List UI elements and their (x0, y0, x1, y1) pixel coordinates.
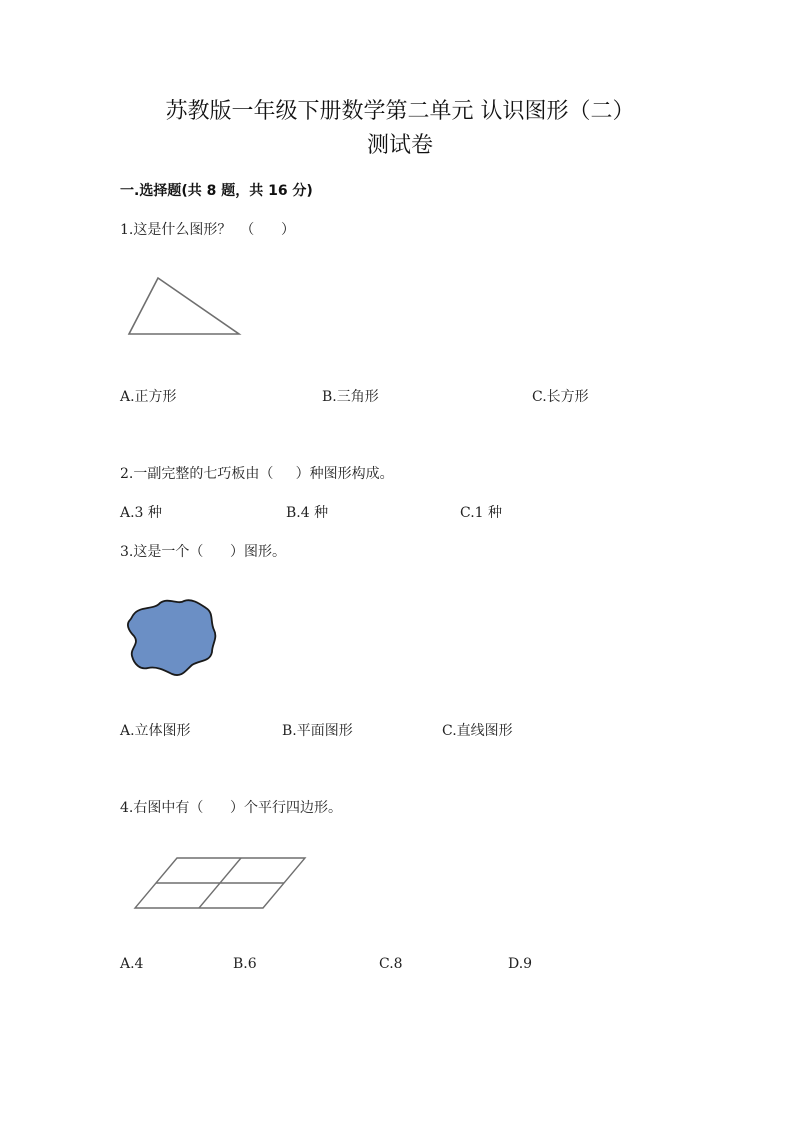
question-4-option-b[interactable]: B.6 (233, 956, 257, 972)
question-2-option-c[interactable]: C.1 种 (460, 505, 503, 521)
question-1-option-b[interactable]: B.三角形 (322, 389, 379, 405)
question-3-option-c[interactable]: C.直线图形 (442, 723, 513, 739)
parallelogram-grid-figure (125, 852, 315, 914)
triangle-figure (120, 270, 250, 345)
question-2-stem: 2.一副完整的七巧板由（ ）种图形构成。 (120, 466, 394, 482)
question-3-stem: 3.这是一个（ ）图形。 (120, 544, 287, 560)
section-heading: 一.选择题(共 8 题，共 16 分) (120, 183, 313, 199)
question-4-option-c[interactable]: C.8 (379, 956, 403, 972)
question-1-option-c[interactable]: C.长方形 (532, 389, 589, 405)
question-1-stem: 1.这是什么图形？ （ ） (120, 222, 295, 238)
question-4-option-d[interactable]: D.9 (508, 956, 533, 972)
question-3-option-a[interactable]: A.立体图形 (120, 723, 191, 739)
question-4-option-a[interactable]: A.4 (120, 956, 144, 972)
question-2-option-b[interactable]: B.4 种 (286, 505, 329, 521)
blob-shape-figure (120, 592, 220, 682)
question-2-option-a[interactable]: A.3 种 (120, 505, 162, 521)
question-3-option-b[interactable]: B.平面图形 (282, 723, 353, 739)
page-title: 苏教版一年级下册数学第二单元 认识图形（二） (165, 99, 635, 124)
page-subtitle: 测试卷 (366, 133, 433, 158)
question-1-option-a[interactable]: A.正方形 (120, 389, 177, 405)
question-4-stem: 4.右图中有（ ）个平行四边形。 (120, 800, 343, 816)
